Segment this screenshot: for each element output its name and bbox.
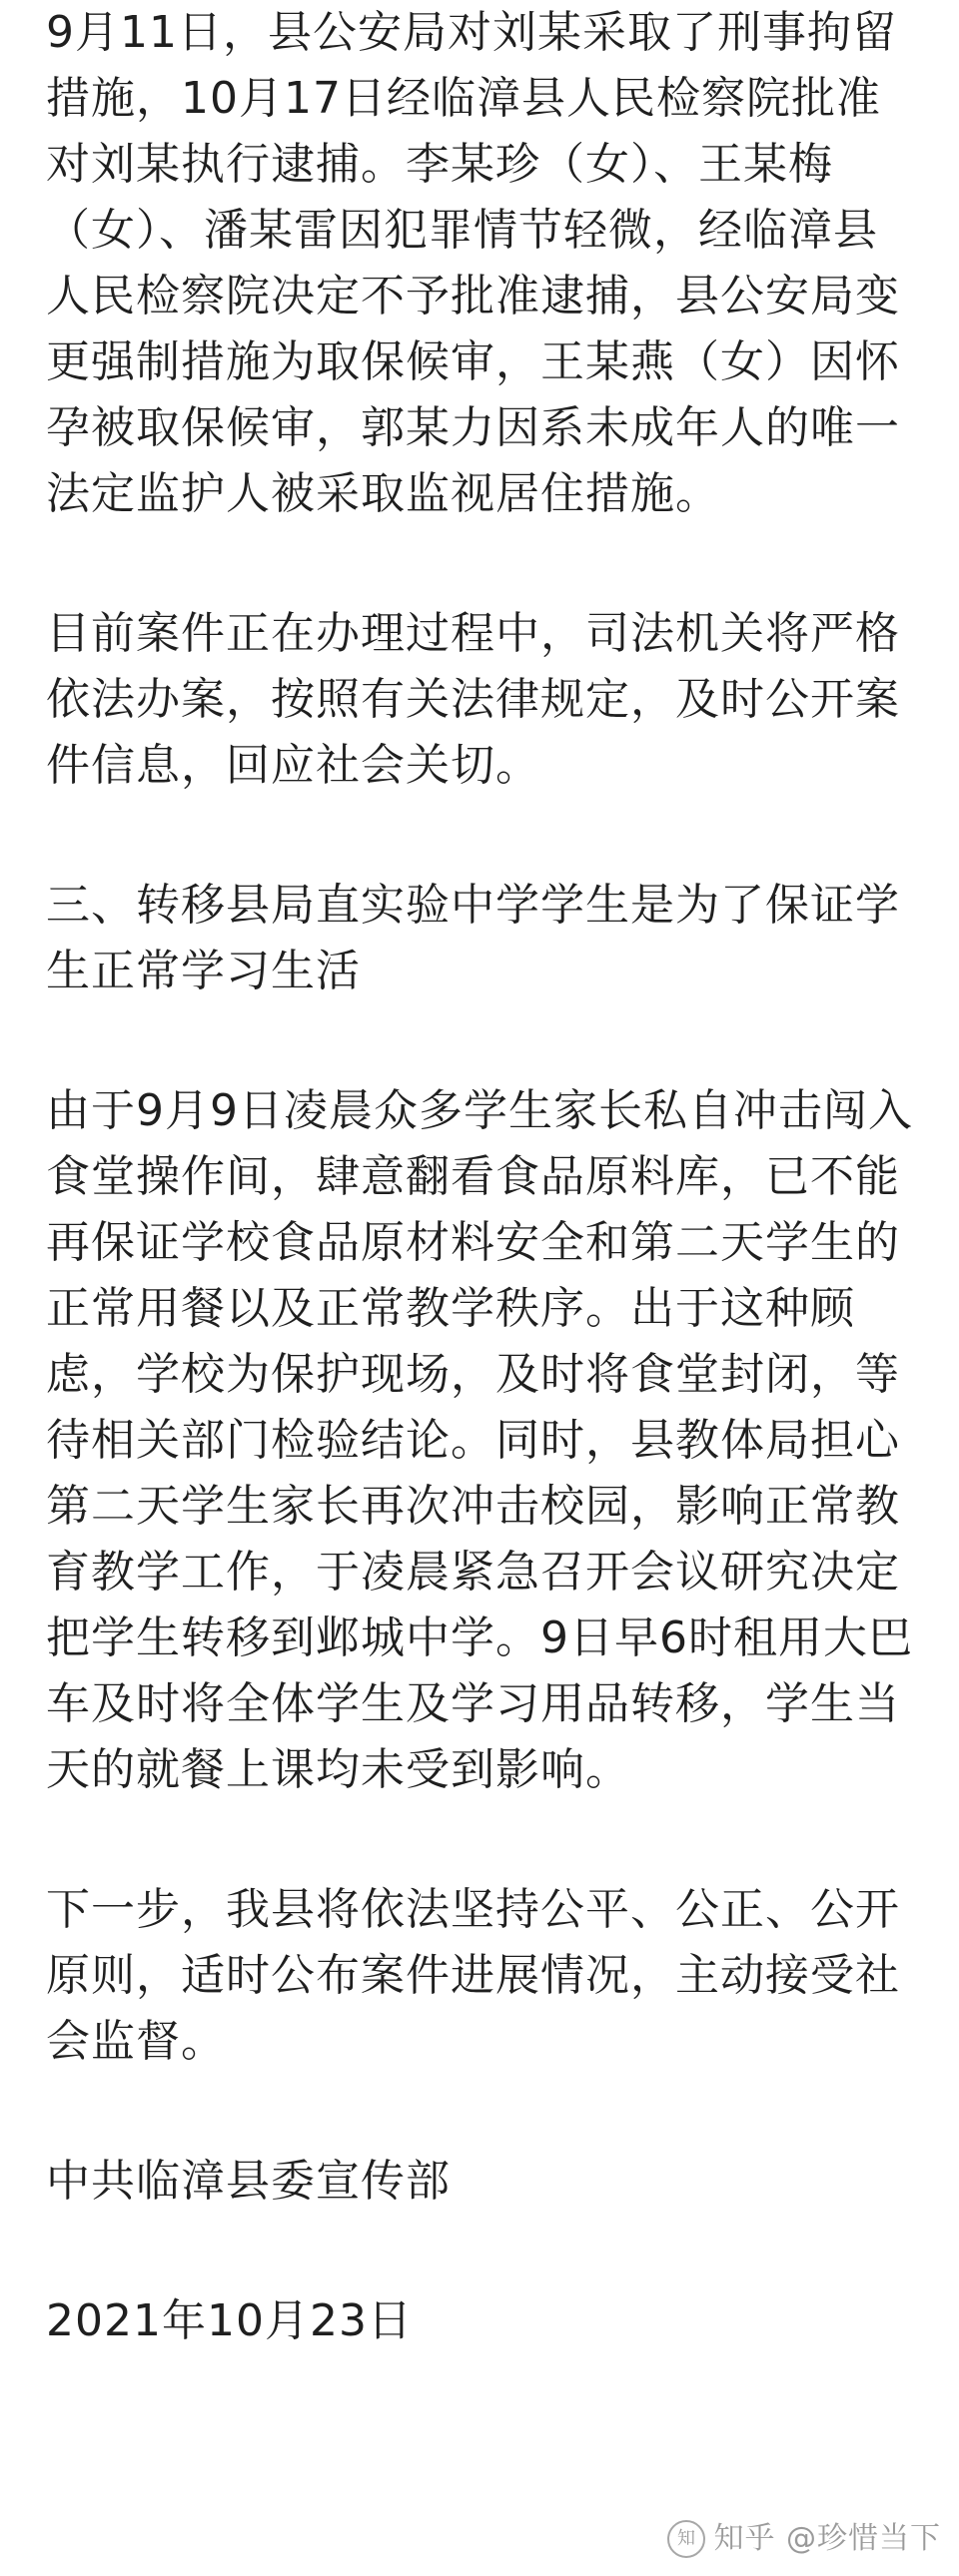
text-line: 对刘某执行逮捕。李某珍（女）、王某梅	[46, 139, 833, 190]
text-line: 第二天学生家长再次冲击校园，影响正常教	[46, 1481, 900, 1532]
text-line: 件信息，回应社会关切。	[46, 740, 540, 791]
issuer-signature	[46, 2149, 925, 2215]
text-line: 下一步，我县将依法坚持公平、公正、公开	[46, 1884, 900, 1935]
text-line: 孕被取保候审，郭某力因系未成年人的唯一	[46, 402, 900, 453]
paragraph-detention	[46, 0, 925, 527]
article-body	[46, 0, 925, 2354]
paragraph-gap	[46, 799, 925, 873]
text-line: 法定监护人被采取监视居住措施。	[46, 468, 720, 519]
issue-date	[46, 2288, 925, 2354]
text-line: 车及时将全体学生及学习用品转移，学生当	[46, 1678, 900, 1729]
watermark-text: 知乎 @珍惜当下	[713, 2521, 941, 2556]
text-line: 天的就餐上课均未受到影响。	[46, 1744, 630, 1795]
text-line: 由于9月9日凌晨众多学生家长私自冲击闯入	[46, 1085, 913, 1136]
text-line: 2021年10月23日	[46, 2295, 413, 2346]
text-line: 9月11日，县公安局对刘某采取了刑事拘留	[46, 7, 897, 58]
text-line: （女）、潘某雷因犯罪情节轻微，经临漳县	[46, 205, 878, 256]
text-line: 会监督。	[46, 2016, 226, 2067]
text-line: 再保证学校食品原材料安全和第二天学生的	[46, 1217, 900, 1268]
paragraph-gap	[46, 527, 925, 601]
text-line: 人民检察院决定不予批准逮捕，县公安局变	[46, 271, 900, 322]
text-line: 三、转移县局直实验中学学生是为了保证学	[46, 880, 900, 931]
paragraph-student-transfer	[46, 1078, 925, 1803]
paragraph-case-progress	[46, 601, 925, 799]
text-line: 育教学工作，于凌晨紧急召开会议研究决定	[46, 1547, 900, 1598]
text-line: 依法办案，按照有关法律规定，及时公开案	[46, 674, 900, 725]
text-line: 原则，适时公布案件进展情况，主动接受社	[46, 1950, 900, 2001]
text-line: 更强制措施为取保候审，王某燕（女）因怀	[46, 336, 900, 387]
text-line: 中共临漳县委宣传部	[46, 2156, 451, 2207]
paragraph-gap	[46, 1803, 925, 1877]
zhihu-watermark	[667, 2520, 941, 2558]
text-line: 生正常学习生活	[46, 946, 361, 996]
text-line: 措施，10月17日经临漳县人民检察院批准	[46, 73, 881, 124]
paragraph-next-step	[46, 1877, 925, 2075]
text-line: 食堂操作间，肆意翻看食品原料库，已不能	[46, 1151, 900, 1202]
text-line: 待相关部门检验结论。同时，县教体局担心	[46, 1415, 900, 1466]
text-line: 正常用餐以及正常教学秩序。出于这种顾	[46, 1283, 855, 1334]
text-line: 目前案件正在办理过程中，司法机关将严格	[46, 608, 900, 659]
zhihu-logo-icon: 知	[667, 2520, 705, 2558]
paragraph-gap	[46, 2215, 925, 2288]
paragraph-gap	[46, 1004, 925, 1078]
text-line: 把学生转移到邺城中学。9日早6时租用大巴	[46, 1612, 913, 1663]
section-heading-three	[46, 873, 925, 1004]
paragraph-gap	[46, 2075, 925, 2149]
text-line: 虑，学校为保护现场，及时将食堂封闭，等	[46, 1349, 900, 1400]
